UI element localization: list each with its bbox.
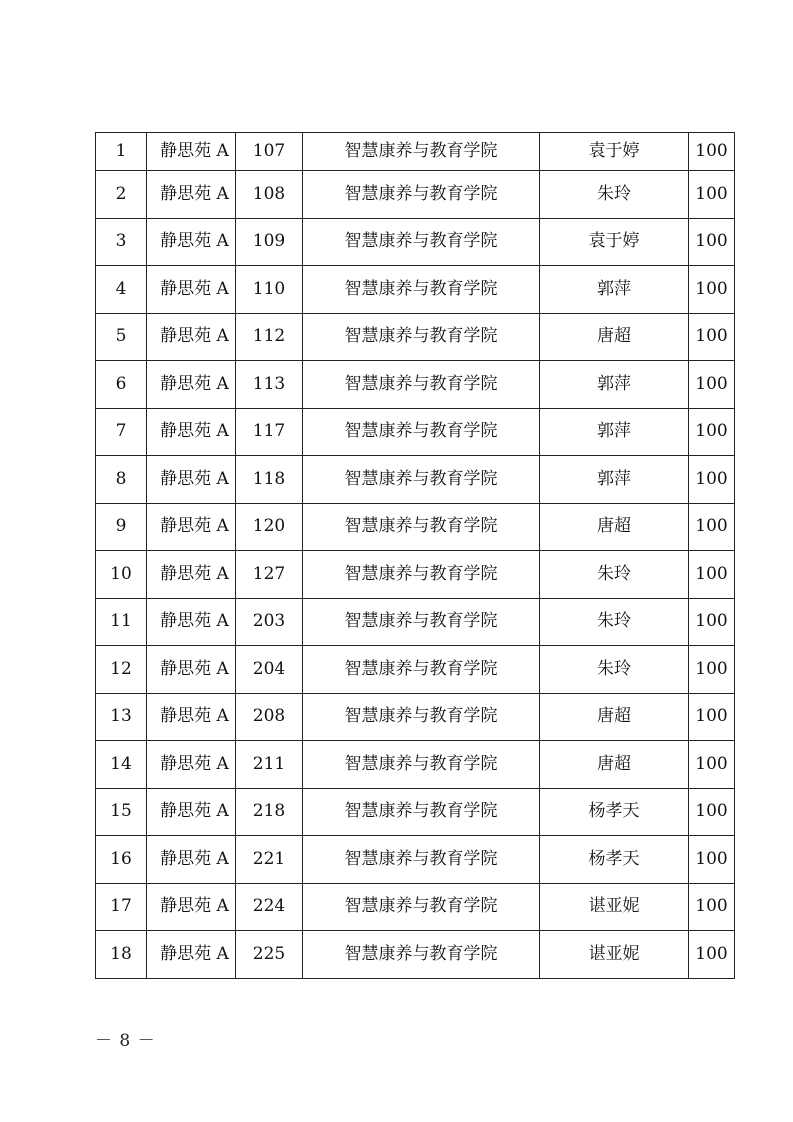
cell-number: 5 [96, 313, 147, 361]
cell-score: 100 [689, 931, 735, 979]
cell-teacher: 袁于婷 [540, 218, 689, 266]
cell-score: 100 [689, 456, 735, 504]
cell-building: 静思苑 A [147, 266, 236, 314]
cell-room: 203 [236, 598, 303, 646]
cell-college: 智慧康养与教育学院 [303, 598, 540, 646]
cell-teacher: 袁于婷 [540, 133, 689, 171]
cell-number: 14 [96, 741, 147, 789]
cell-building: 静思苑 A [147, 171, 236, 219]
cell-college: 智慧康养与教育学院 [303, 266, 540, 314]
cell-building: 静思苑 A [147, 836, 236, 884]
cell-score: 100 [689, 883, 735, 931]
cell-college: 智慧康养与教育学院 [303, 931, 540, 979]
cell-building: 静思苑 A [147, 361, 236, 409]
cell-college: 智慧康养与教育学院 [303, 408, 540, 456]
cell-building: 静思苑 A [147, 598, 236, 646]
cell-college: 智慧康养与教育学院 [303, 133, 540, 171]
cell-teacher: 唐超 [540, 503, 689, 551]
cell-score: 100 [689, 218, 735, 266]
cell-building: 静思苑 A [147, 693, 236, 741]
cell-room: 204 [236, 646, 303, 694]
dormitory-inspection-table [95, 132, 735, 979]
table-row [96, 171, 735, 219]
cell-teacher: 朱玲 [540, 171, 689, 219]
cell-teacher: 朱玲 [540, 551, 689, 599]
cell-building: 静思苑 A [147, 408, 236, 456]
cell-room: 113 [236, 361, 303, 409]
table-row [96, 361, 735, 409]
table-row [96, 598, 735, 646]
cell-teacher: 杨孝天 [540, 836, 689, 884]
cell-number: 12 [96, 646, 147, 694]
cell-number: 18 [96, 931, 147, 979]
table-row [96, 503, 735, 551]
cell-college: 智慧康养与教育学院 [303, 361, 540, 409]
table-row [96, 408, 735, 456]
cell-number: 6 [96, 361, 147, 409]
cell-score: 100 [689, 503, 735, 551]
cell-number: 17 [96, 883, 147, 931]
cell-room: 225 [236, 931, 303, 979]
cell-score: 100 [689, 598, 735, 646]
cell-number: 3 [96, 218, 147, 266]
cell-number: 9 [96, 503, 147, 551]
cell-college: 智慧康养与教育学院 [303, 693, 540, 741]
cell-teacher: 唐超 [540, 693, 689, 741]
cell-teacher: 谌亚妮 [540, 931, 689, 979]
table-row [96, 931, 735, 979]
cell-room: 112 [236, 313, 303, 361]
table-row [96, 551, 735, 599]
cell-college: 智慧康养与教育学院 [303, 503, 540, 551]
cell-college: 智慧康养与教育学院 [303, 218, 540, 266]
cell-number: 8 [96, 456, 147, 504]
cell-score: 100 [689, 646, 735, 694]
cell-teacher: 唐超 [540, 313, 689, 361]
cell-building: 静思苑 A [147, 133, 236, 171]
cell-college: 智慧康养与教育学院 [303, 456, 540, 504]
cell-building: 静思苑 A [147, 646, 236, 694]
table-row [96, 741, 735, 789]
cell-building: 静思苑 A [147, 503, 236, 551]
cell-college: 智慧康养与教育学院 [303, 171, 540, 219]
cell-number: 2 [96, 171, 147, 219]
cell-building: 静思苑 A [147, 551, 236, 599]
table-row [96, 133, 735, 171]
cell-room: 218 [236, 788, 303, 836]
cell-building: 静思苑 A [147, 456, 236, 504]
cell-building: 静思苑 A [147, 741, 236, 789]
cell-room: 211 [236, 741, 303, 789]
table-row [96, 883, 735, 931]
cell-teacher: 郭萍 [540, 361, 689, 409]
cell-teacher: 朱玲 [540, 646, 689, 694]
cell-room: 221 [236, 836, 303, 884]
page-number: － 8 － [95, 1031, 156, 1051]
cell-room: 224 [236, 883, 303, 931]
cell-score: 100 [689, 408, 735, 456]
cell-room: 108 [236, 171, 303, 219]
cell-number: 7 [96, 408, 147, 456]
table-row [96, 313, 735, 361]
cell-college: 智慧康养与教育学院 [303, 551, 540, 599]
cell-college: 智慧康养与教育学院 [303, 836, 540, 884]
cell-teacher: 郭萍 [540, 266, 689, 314]
cell-score: 100 [689, 361, 735, 409]
table-row [96, 693, 735, 741]
cell-score: 100 [689, 551, 735, 599]
table-row [96, 836, 735, 884]
cell-score: 100 [689, 693, 735, 741]
cell-room: 109 [236, 218, 303, 266]
cell-score: 100 [689, 313, 735, 361]
table-row [96, 266, 735, 314]
cell-teacher: 杨孝天 [540, 788, 689, 836]
cell-building: 静思苑 A [147, 218, 236, 266]
table-row [96, 788, 735, 836]
cell-building: 静思苑 A [147, 313, 236, 361]
cell-room: 118 [236, 456, 303, 504]
cell-room: 110 [236, 266, 303, 314]
cell-number: 15 [96, 788, 147, 836]
cell-teacher: 朱玲 [540, 598, 689, 646]
cell-number: 4 [96, 266, 147, 314]
cell-building: 静思苑 A [147, 883, 236, 931]
cell-room: 208 [236, 693, 303, 741]
cell-score: 100 [689, 788, 735, 836]
cell-building: 静思苑 A [147, 931, 236, 979]
cell-room: 120 [236, 503, 303, 551]
cell-teacher: 谌亚妮 [540, 883, 689, 931]
table-row [96, 646, 735, 694]
cell-building: 静思苑 A [147, 788, 236, 836]
cell-number: 10 [96, 551, 147, 599]
cell-score: 100 [689, 133, 735, 171]
cell-college: 智慧康养与教育学院 [303, 646, 540, 694]
cell-number: 13 [96, 693, 147, 741]
cell-college: 智慧康养与教育学院 [303, 741, 540, 789]
table-row [96, 456, 735, 504]
cell-teacher: 郭萍 [540, 408, 689, 456]
cell-number: 1 [96, 133, 147, 171]
cell-score: 100 [689, 266, 735, 314]
cell-college: 智慧康养与教育学院 [303, 788, 540, 836]
cell-college: 智慧康养与教育学院 [303, 883, 540, 931]
table-row [96, 218, 735, 266]
cell-room: 107 [236, 133, 303, 171]
table-body [96, 133, 735, 979]
cell-teacher: 唐超 [540, 741, 689, 789]
cell-number: 16 [96, 836, 147, 884]
cell-college: 智慧康养与教育学院 [303, 313, 540, 361]
cell-score: 100 [689, 836, 735, 884]
cell-score: 100 [689, 741, 735, 789]
cell-score: 100 [689, 171, 735, 219]
cell-room: 117 [236, 408, 303, 456]
cell-room: 127 [236, 551, 303, 599]
cell-teacher: 郭萍 [540, 456, 689, 504]
cell-number: 11 [96, 598, 147, 646]
